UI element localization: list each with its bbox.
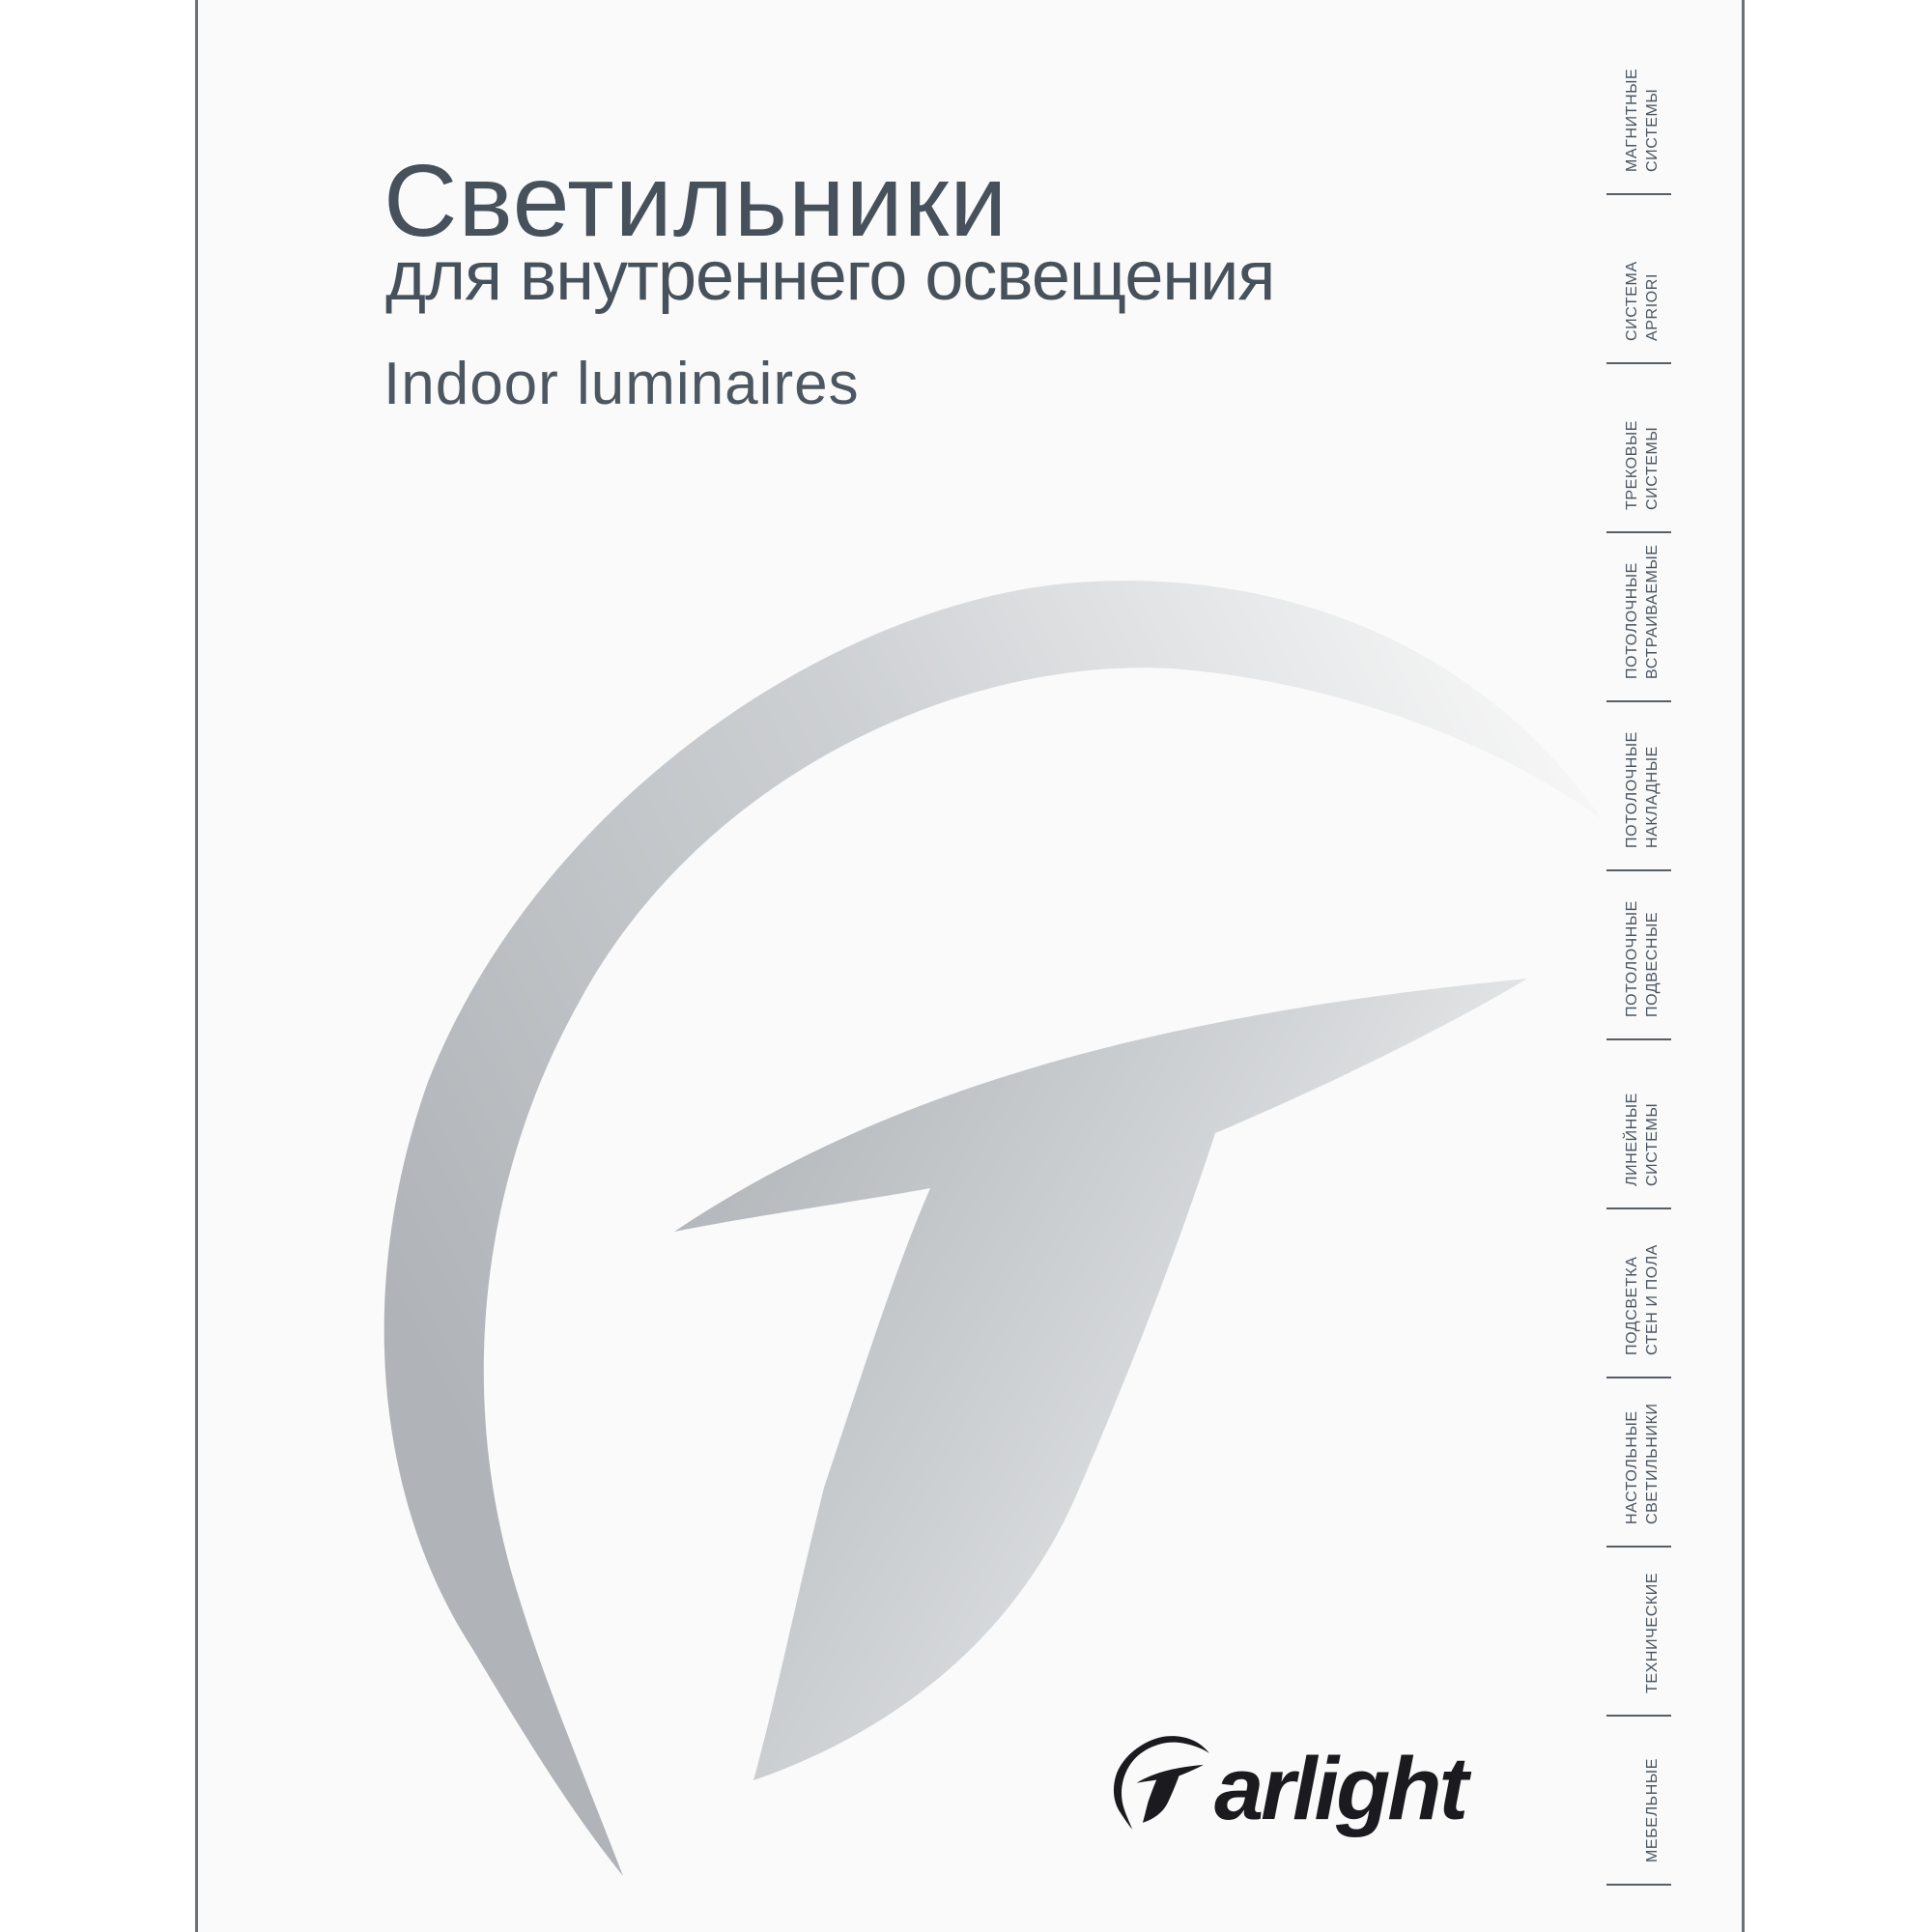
sidebar-tab-label: СИСТЕМА (1624, 261, 1640, 341)
sidebar-tab-label: СТЕН И ПОЛА (1644, 1244, 1661, 1355)
cover-page (195, 0, 1745, 1932)
sidebar-tab-label: ПОДВЕСНЫЕ (1644, 911, 1661, 1017)
sidebar-tab-label: ТРЕКОВЫЕ (1624, 419, 1640, 510)
arlight-logo-text: arlight (1214, 1740, 1466, 1838)
sidebar-tab-label: ПОДСВЕТКА (1624, 1256, 1640, 1355)
brand-logo (198, 0, 1742, 1932)
page-subtitle-en: Indoor luminaires (384, 351, 860, 417)
sidebar-tab-label: МАГНИТНЫЕ (1624, 68, 1640, 172)
sidebar-tab-label: МЕБЕЛЬНЫЕ (1644, 1758, 1661, 1862)
sidebar-tab-label: НАКЛАДНЫЕ (1644, 746, 1661, 848)
sidebar-tab-label: ТЕХНИЧЕСКИЕ (1644, 1572, 1661, 1693)
sidebar-tab-label: СИСТЕМЫ (1644, 88, 1661, 172)
page-title: Светильники (384, 144, 1009, 258)
sidebar-tab-label: APRIORI (1644, 273, 1661, 341)
sidebar-tab-label: ПОТОЛОЧНЫЕ (1624, 562, 1640, 679)
sidebar-tab-label: ПОТОЛОЧНЫЕ (1624, 900, 1640, 1017)
sidebar-tab-label: ВСТРАИВАЕМЫЕ (1644, 544, 1661, 679)
sidebar-tab-label: СВЕТИЛЬНИКИ (1644, 1403, 1661, 1524)
sidebar-tab-label: ПОТОЛОЧНЫЕ (1624, 731, 1640, 848)
sidebar-tab-label: НАСТОЛЬНЫЕ (1624, 1410, 1640, 1524)
sidebar-tab-label: СИСТЕМЫ (1644, 426, 1661, 510)
page-subtitle: для внутреннего освещения (385, 238, 1275, 315)
sidebar-tab-label: ЛИНЕЙНЫЕ (1624, 1093, 1640, 1186)
arlight-logo-icon (1113, 1736, 1209, 1830)
sidebar-tab-label: СИСТЕМЫ (1644, 1102, 1661, 1186)
